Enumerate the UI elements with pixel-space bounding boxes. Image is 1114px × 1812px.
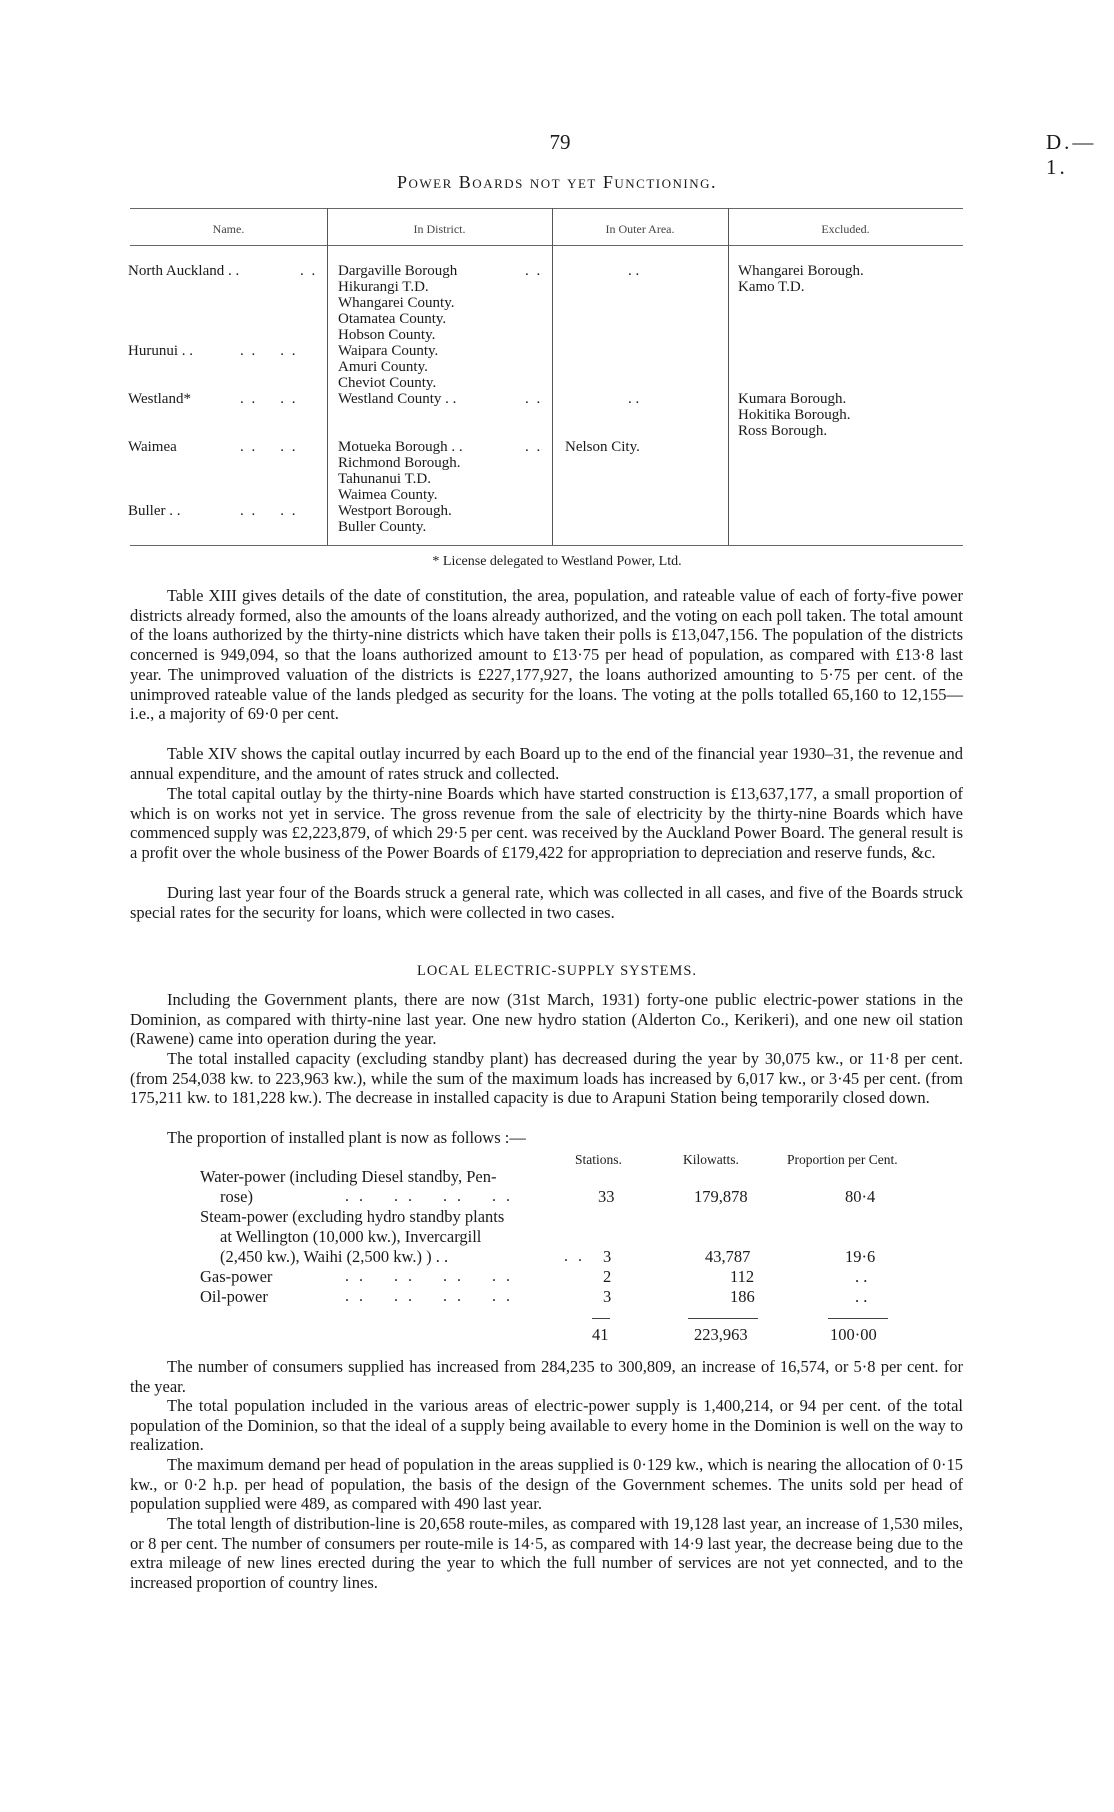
plant-label: Water-power (including Diesel standby, Pen- [200, 1167, 497, 1186]
total-kilowatts: 223,963 [694, 1325, 748, 1344]
district-item: Whangarei County. [338, 295, 455, 311]
leader-dots: . . . . [240, 503, 298, 519]
district-item: Buller County. [338, 519, 427, 535]
leader-dots: . . [300, 263, 318, 279]
leader-dots: . . . . . . . . [345, 1188, 513, 1205]
stations-value: 3 [603, 1247, 612, 1266]
paragraph: The total installed capacity (excluding standby plant) has decreased during the year by 30,075 kw., or 11·8 per cent. (from 254,038 kw. to 223,963 kw.), while the sum of the maximum loads has increased by 6,017 kw., or 3·45 per cent. (from 175,211 kw. to 181,228 kw.). The decrease in installed capacity is due to Arapuni Station being temporarily closed down. [130, 1049, 963, 1108]
district-item: Richmond Borough. [338, 455, 461, 471]
board-name: Buller . . [128, 503, 181, 519]
district-item: Westland County . . [338, 391, 457, 407]
excluded-item: Ross Borough. [738, 423, 828, 439]
column-header-stations: Stations. [575, 1152, 622, 1167]
total-rule [592, 1318, 610, 1319]
paragraph: The total population included in the various areas of electric-power supply is 1,400,214, or 94 per cent. of the total population of the Dominion, so that the ideal of a supply being available to every home in the Dominion is well on the way to realization. [130, 1396, 963, 1455]
outer-area-item: Nelson City. [565, 439, 640, 455]
plant-label: at Wellington (10,000 kw.), Invercargill [220, 1227, 482, 1246]
leader-dots: . . . . [240, 439, 298, 455]
district-item: Motueka Borough . . [338, 439, 463, 455]
column-header-kilowatts: Kilowatts. [683, 1152, 739, 1167]
stations-value: 33 [598, 1187, 615, 1206]
plant-label: rose) [220, 1187, 253, 1206]
paragraph: Table XIII gives details of the date of constitution, the area, population, and rateable value of each of forty-five power districts already formed, also the amounts of the loans already authorized, and the voting on each poll taken. The total amount of the loans authorized by the thirty-nine districts which have taken their polls is £13,047,156. The population of the districts concerned is 949,094, so that the loans authorized amount to £13·75 per head of population, as compared with £13·8 last year. The unimproved valuation of the districts is £227,177,927, the loans authorized amounting to 5·75 per cent. of the unimproved rateable value of the lands pledged as security for the loans. The voting at the polls totalled 65,160 to 12,155—i.e., a majority of 69·0 per cent. [130, 586, 963, 724]
proportion-value: . . [855, 1267, 868, 1286]
excluded-item: Whangarei Borough. [738, 263, 864, 279]
kilowatts-value: 179,878 [694, 1187, 748, 1206]
district-item: Hikurangi T.D. [338, 279, 429, 295]
district-item: Dargaville Borough [338, 263, 458, 279]
column-divider [728, 208, 729, 545]
excluded-item: Hokitika Borough. [738, 407, 851, 423]
plant-label: (2,450 kw.), Waihi (2,500 kw.) ) . . [220, 1247, 449, 1266]
district-item: Waimea County. [338, 487, 438, 503]
board-name: Hurunui . . [128, 343, 193, 359]
district-item: Hobson County. [338, 327, 436, 343]
district-item: Westport Borough. [338, 503, 452, 519]
district-item: Tahunanui T.D. [338, 471, 431, 487]
column-divider [552, 208, 553, 545]
proportion-value: 19·6 [845, 1247, 876, 1266]
column-header-outer-area: In Outer Area. [605, 222, 675, 236]
boards-table-title: Power Boards not yet Functioning. [397, 172, 717, 192]
district-item: Waipara County. [338, 343, 439, 359]
paragraph: The number of consumers supplied has increased from 284,235 to 300,809, an increase of 16,574, or 5·8 per cent. for the year. [130, 1357, 963, 1396]
leader-dots: . . [525, 439, 543, 455]
leader-dots: . . [525, 391, 543, 407]
paragraph: The maximum demand per head of population in the areas supplied is 0·129 kw., which is nearing the allocation of 0·15 kw., or 0·2 h.p. per head of population, the basis of the design of the Government schemes. The units sold per head of population supplied were 489, as compared with 490 last year. [130, 1455, 963, 1514]
district-item: Amuri County. [338, 359, 428, 375]
paragraph: The proportion of installed plant is now as follows :— [167, 1128, 526, 1147]
table-top-rule [130, 208, 963, 209]
plant-label: Oil-power [200, 1287, 268, 1306]
leader-dots: . . . . . . . . [345, 1268, 513, 1285]
kilowatts-value: 43,787 [705, 1247, 751, 1266]
leader-dots: . . . . [240, 343, 298, 359]
kilowatts-value: 112 [730, 1267, 755, 1286]
paragraph: The total length of distribution-line is 20,658 route-miles, as compared with 19,128 last year, an increase of 1,530 miles, or 8 per cent. The number of consumers per route-mile is 14·5, as compared with 14·9 last year, the decrease being due to the extra mileage of new lines erected during the year to which the full number of services are not yet connected, and to the increased proportion of country lines. [130, 1514, 963, 1593]
section-heading: LOCAL ELECTRIC-SUPPLY SYSTEMS. [416, 963, 698, 979]
stations-value: 3 [603, 1287, 612, 1306]
table-header-rule [130, 245, 963, 246]
leader-dots: . . . . . . . . [345, 1288, 513, 1305]
plant-label: Steam-power (excluding hydro standby plants [200, 1207, 505, 1226]
proportion-value: 80·4 [845, 1187, 876, 1206]
board-name: Waimea [128, 439, 177, 455]
paragraph: Table XIV shows the capital outlay incurred by each Board up to the end of the financial year 1930–31, the revenue and annual expenditure, and the amount of rates struck and collected. [130, 744, 963, 783]
table-footnote: * License delegated to Westland Power, Ltd. [432, 554, 682, 569]
paragraph: The total capital outlay by the thirty-nine Boards which have started construction is £13,637,177, a small proportion of which is on works not yet in service. The gross revenue from the sale of electricity by the thirty-nine Boards which have commenced supply was £2,223,879, of which 29·5 per cent. was received by the Auckland Power Board. The general result is a profit over the whole business of the Power Boards of £179,422 for appropriation to depreciation and reserve funds, &c. [130, 784, 963, 863]
leader-dots: . . . . [240, 391, 298, 407]
stations-value: 2 [603, 1267, 612, 1286]
outer-area-item: . . [628, 391, 640, 407]
total-stations: 41 [592, 1325, 609, 1344]
column-header-proportion: Proportion per Cent. [787, 1152, 898, 1167]
total-proportion: 100·00 [830, 1325, 877, 1344]
proportion-value: . . [855, 1287, 868, 1306]
leader-dots: . . [564, 1248, 585, 1265]
outer-area-item: . . [628, 263, 640, 279]
paragraph: Including the Government plants, there are now (31st March, 1931) forty-one public electric-power stations in the Dominion, as compared with thirty-nine last year. One new hydro station (Alderton Co., Kerikeri), and one new oil station (Rawene) came into operation during the year. [130, 990, 963, 1049]
document-reference: D.—1. [1046, 130, 1097, 179]
board-name: North Auckland . . [128, 263, 240, 279]
excluded-item: Kamo T.D. [738, 279, 805, 295]
column-header-excluded: Excluded. [821, 222, 870, 236]
column-header-district: In District. [413, 222, 466, 236]
column-divider [327, 208, 328, 545]
district-item: Cheviot County. [338, 375, 437, 391]
board-name: Westland* [128, 391, 191, 407]
total-rule [688, 1318, 758, 1319]
plant-label: Gas-power [200, 1267, 273, 1286]
table-bottom-rule [130, 545, 963, 546]
leader-dots: . . [525, 263, 543, 279]
column-header-name: Name. [212, 222, 245, 236]
kilowatts-value: 186 [730, 1287, 755, 1306]
total-rule [828, 1318, 888, 1319]
page-number: 79 [549, 130, 571, 154]
paragraph: During last year four of the Boards struck a general rate, which was collected in all cases, and five of the Boards struck special rates for the security for loans, which were collected in two cases. [130, 883, 963, 922]
excluded-item: Kumara Borough. [738, 391, 847, 407]
district-item: Otamatea County. [338, 311, 447, 327]
